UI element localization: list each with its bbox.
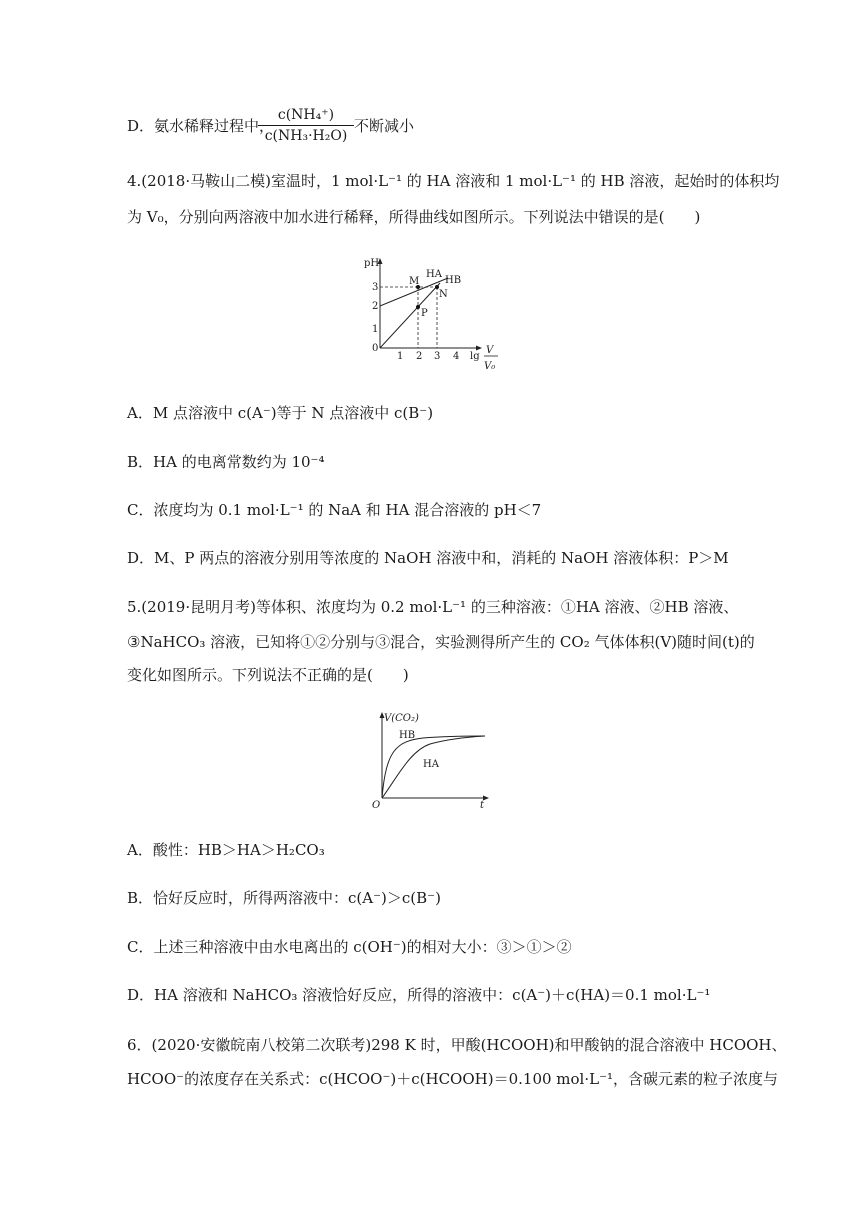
q5-option-a: A．酸性：HB＞HA＞H₂CO₃ bbox=[127, 841, 325, 859]
q4-xtick-4: 4 bbox=[453, 351, 460, 362]
q6-stem-line-2: HCOO⁻的浓度存在关系式：c(HCOO⁻)＋c(HCOOH)＝0.100 mol·L⁻¹，含碳元素的粒子浓度与 bbox=[127, 1070, 779, 1088]
q3-option-d-prefix: D．氨水稀释过程中， bbox=[127, 117, 275, 135]
q6-stem-line-1: 6．(2020·安徽皖南八校第二次联考)298 K 时，甲酸(HCOOH)和甲酸钠的混合溶液中 HCOOH、 bbox=[127, 1036, 787, 1054]
q4-ytick-0: 0 bbox=[372, 343, 379, 354]
q5-y-axis-label: V(CO₂) bbox=[384, 713, 419, 724]
q4-label-ha: HA bbox=[426, 269, 442, 280]
q5-stem-line-3: 变化如图所示。下列说法不正确的是( ) bbox=[127, 666, 409, 684]
q4-option-a: A．M 点溶液中 c(A⁻)等于 N 点溶液中 c(B⁻) bbox=[127, 404, 434, 422]
q4-option-b: B．HA 的电离常数约为 10⁻⁴ bbox=[127, 453, 325, 471]
q4-ytick-2: 2 bbox=[372, 301, 379, 312]
q4-label-hb: HB bbox=[445, 275, 462, 286]
q5-origin-label: O bbox=[372, 800, 381, 811]
q4-label-p: P bbox=[421, 308, 428, 319]
q5-x-axis-label: t bbox=[480, 800, 485, 811]
q5-stem-line-1: 5.(2019·昆明月考)等体积、浓度均为 0.2 mol·L⁻¹ 的三种溶液：①HA 溶液、②HB 溶液、 bbox=[127, 598, 739, 616]
q5-label-hb: HB bbox=[399, 730, 416, 741]
q4-curve-hb bbox=[380, 283, 440, 348]
q5-option-c: C．上述三种溶液中由水电离出的 c(OH⁻)的相对大小：③＞①＞② bbox=[127, 938, 572, 956]
q4-point-p bbox=[416, 305, 420, 309]
q5-stem-line-2: ③NaHCO₃ 溶液，已知将①②分别与③混合，实验测得所产生的 CO₂ 气体体积(V)随时间(t)的 bbox=[127, 633, 755, 651]
q4-ph-dilution-figure bbox=[360, 252, 510, 376]
q4-label-m: M bbox=[409, 276, 420, 287]
q4-stem-line-1: 4.(2018·马鞍山二模)室温时，1 mol·L⁻¹ 的 HA 溶液和 1 mol·L⁻¹ 的 HB 溶液，起始时的体积均 bbox=[127, 172, 780, 190]
q4-x-axis-label-lg: lg bbox=[470, 351, 480, 362]
fraction-denominator: c(NH₃·H₂O) bbox=[264, 128, 348, 144]
q4-stem-line-2: 为 V₀，分别向两溶液中加水进行稀释，所得曲线如图所示。下列说法中错误的是( ) bbox=[127, 208, 701, 226]
q5-co2-volume-figure bbox=[368, 706, 498, 814]
q3-option-d-suffix: 不断减小 bbox=[354, 117, 415, 135]
q5-option-d: D．HA 溶液和 NaHCO₃ 溶液恰好反应，所得的溶液中：c(A⁻)＋c(HA)＝0.1 mol·L⁻¹ bbox=[127, 986, 711, 1004]
q3-option-d-fraction bbox=[258, 106, 354, 145]
q4-label-n: N bbox=[439, 289, 448, 300]
fraction-numerator: c(NH₄⁺) bbox=[277, 107, 335, 123]
q4-ytick-1: 1 bbox=[372, 324, 379, 335]
q4-ytick-3: 3 bbox=[372, 282, 379, 293]
q4-xtick-2: 2 bbox=[416, 351, 423, 362]
fraction-bar bbox=[258, 125, 354, 126]
q4-y-axis-label: pH bbox=[364, 258, 380, 269]
q4-option-d: D．M、P 两点的溶液分别用等浓度的 NaOH 溶液中和，消耗的 NaOH 溶液体积：P＞M bbox=[127, 549, 729, 567]
q4-option-c: C．浓度均为 0.1 mol·L⁻¹ 的 NaA 和 HA 混合溶液的 pH＜7 bbox=[127, 501, 542, 519]
q5-label-ha: HA bbox=[423, 759, 439, 770]
q4-x-axis-label-den: V₀ bbox=[484, 361, 496, 372]
q5-option-b: B．恰好反应时，所得两溶液中：c(A⁻)＞c(B⁻) bbox=[127, 889, 441, 907]
q4-x-axis-arrow bbox=[476, 346, 482, 351]
q4-x-axis-label-num: V bbox=[486, 345, 494, 356]
q4-xtick-1: 1 bbox=[397, 351, 404, 362]
q4-xtick-3: 3 bbox=[434, 351, 441, 362]
